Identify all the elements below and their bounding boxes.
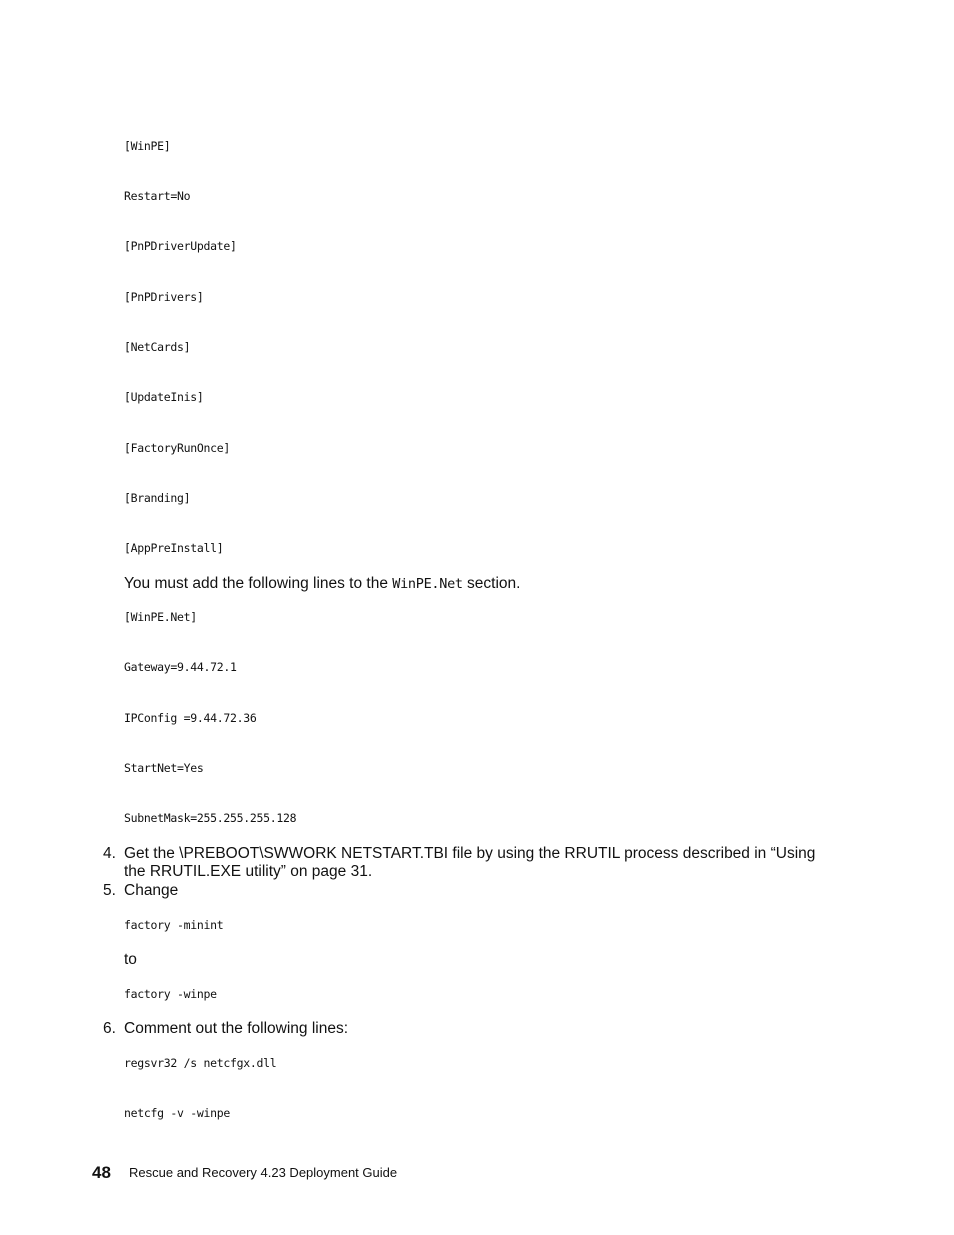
connector-word: to bbox=[124, 951, 137, 968]
instruction-text-before: You must add the following lines to the bbox=[124, 575, 393, 592]
code-line: netcfg -v -winpe bbox=[124, 1106, 230, 1120]
step-number: 6. bbox=[103, 1020, 116, 1037]
instruction-text-after: section. bbox=[462, 575, 521, 592]
code-line: [PnPDrivers] bbox=[124, 290, 204, 304]
page-number: 48 bbox=[92, 1163, 111, 1182]
code-line: [Branding] bbox=[124, 491, 191, 505]
step-text: Change bbox=[124, 882, 179, 899]
code-line: [UpdateInis] bbox=[124, 390, 204, 404]
code-line: regsvr32 /s netcfgx.dll bbox=[124, 1056, 277, 1070]
code-line: [PnPDriverUpdate] bbox=[124, 239, 237, 253]
footer-title: Rescue and Recovery 4.23 Deployment Guide bbox=[129, 1165, 398, 1180]
code-line: [AppPreInstall] bbox=[124, 541, 224, 555]
step-number: 5. bbox=[103, 882, 116, 899]
code-line: [WinPE.Net] bbox=[124, 610, 197, 624]
step-number: 4. bbox=[103, 845, 116, 862]
code-line: [WinPE] bbox=[124, 139, 171, 153]
instruction-inline-code: WinPE.Net bbox=[392, 576, 463, 592]
code-line: SubnetMask=255.255.255.128 bbox=[124, 811, 297, 825]
instruction-paragraph bbox=[124, 575, 520, 593]
code-line: factory -minint bbox=[124, 918, 224, 932]
code-line: [NetCards] bbox=[124, 340, 191, 354]
step-text: Comment out the following lines: bbox=[124, 1020, 349, 1037]
code-line: Restart=No bbox=[124, 189, 191, 203]
code-line: factory -winpe bbox=[124, 987, 217, 1001]
code-line: Gateway=9.44.72.1 bbox=[124, 660, 237, 674]
code-line: IPConfig =9.44.72.36 bbox=[124, 711, 257, 725]
code-line: [FactoryRunOnce] bbox=[124, 441, 230, 455]
step-text: Get the \PREBOOT\SWWORK NETSTART.TBI file by using the RRUTIL process described in “Using the RRUTIL.EXE utility” on page 31. bbox=[124, 845, 816, 880]
code-line: StartNet=Yes bbox=[124, 761, 204, 775]
